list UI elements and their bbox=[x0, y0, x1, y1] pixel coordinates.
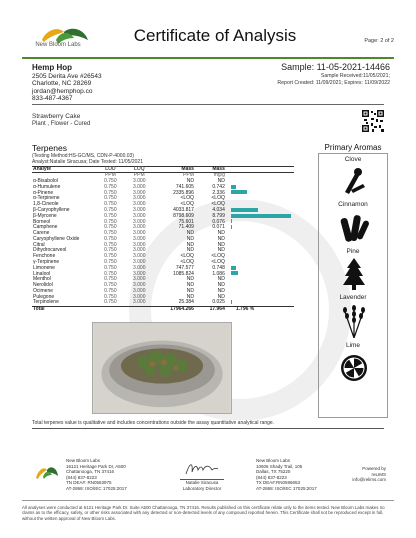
lab2-addr1: 10606 Shady Trail, 105 bbox=[256, 463, 303, 469]
analyte-name: Carene bbox=[33, 230, 50, 237]
loq-value: 3.000 bbox=[132, 230, 146, 237]
mass-mg-value: 0.742 bbox=[212, 183, 225, 190]
analyte-name: Menthol bbox=[33, 276, 51, 283]
mass-ppm-value: 75.601 bbox=[178, 218, 194, 225]
mass-mg-value: 0.071 bbox=[212, 224, 225, 231]
lod-value: 0.750 bbox=[104, 282, 117, 289]
analyte-name: γ-Terpinene bbox=[33, 259, 60, 265]
loq-value: 3.000 bbox=[132, 276, 146, 283]
mass-mg-value: ND bbox=[217, 247, 225, 254]
disclaimer: All analyses were conducted at 6121 Heritage Park Dr. Suite A500 Chattanooga, TN 37416. Results published on this certificate relate only to the items tested. New Bloom Labs makes no claims as to the efficacy, safety, or other risks associated with any detected or non-detected levels of any compound reported herein. This Certificate shall not be reproduced except in full, without the written approval of New Bloom Labs. bbox=[22, 505, 385, 521]
analyte-name: Limonene bbox=[33, 264, 55, 271]
footer-lab1 bbox=[66, 458, 127, 492]
lod-value: 0.750 bbox=[104, 235, 117, 242]
lab2-dea: TX DEA#:RN0596653 bbox=[256, 480, 301, 486]
lab2-iso: AT-2868: ISO/IEC 17025:2017 bbox=[256, 485, 317, 491]
unit-lod: PPM bbox=[104, 172, 116, 179]
mass-ppm-value: ND bbox=[186, 282, 194, 289]
mass-mg-value: ND bbox=[217, 276, 225, 283]
analyst-line: Analyst:Natalie Siracusa; Date Tested: 11/05/2021 bbox=[32, 159, 143, 165]
lod-value: 0.750 bbox=[104, 276, 117, 283]
total-label: Total bbox=[32, 307, 96, 313]
mass-bar bbox=[231, 219, 232, 223]
sample-received: Sample Received:11/05/2021; bbox=[320, 72, 390, 79]
loq-value: 3.000 bbox=[132, 189, 146, 196]
mass-ppm-value: ND bbox=[186, 241, 194, 248]
mass-mg-value: 0.025 bbox=[212, 299, 225, 306]
mass-ppm-value: ND bbox=[186, 235, 194, 242]
mass-mg-value: ND bbox=[217, 178, 225, 185]
total-ppm: 17964.266 bbox=[154, 307, 195, 313]
footer-lab2 bbox=[256, 458, 317, 492]
page-number: Page: 2 of 2 bbox=[364, 38, 394, 44]
client-address1: 2505 Derita Ave #26543 bbox=[32, 73, 102, 81]
analyte-name: Linalool bbox=[33, 270, 51, 277]
lod-value: 0.750 bbox=[104, 247, 117, 254]
lod-value: 0.750 bbox=[104, 241, 117, 248]
lab1-iso: AT-2868: ISO/IEC 17025:2017 bbox=[66, 485, 127, 491]
client-name: Hemp Hop bbox=[32, 63, 72, 72]
mass-mg-value: 2.336 bbox=[212, 189, 225, 196]
lab1-phone: (844) 837-8223 bbox=[66, 474, 97, 480]
client-address2: Charlotte, NC 28269 bbox=[32, 80, 92, 88]
mass-bar bbox=[231, 190, 247, 194]
loq-value: 3.000 bbox=[132, 241, 146, 248]
lab1-name: New Bloom Labs bbox=[66, 458, 101, 463]
mass-bar bbox=[231, 266, 236, 270]
signer bbox=[176, 480, 228, 491]
aroma-lavender-label: Lavender bbox=[339, 294, 367, 301]
analyte-name: Fenchone bbox=[33, 253, 56, 260]
mass-ppm-value: 741.605 bbox=[175, 183, 194, 190]
section-rule bbox=[32, 104, 384, 105]
loq-value: 3.000 bbox=[132, 247, 146, 254]
lod-value: 0.750 bbox=[104, 189, 117, 196]
mass-ppm-value: <LOQ bbox=[180, 259, 194, 265]
client-info bbox=[32, 64, 102, 102]
mass-mg-value: <LOQ bbox=[211, 259, 225, 265]
lod-value: 0.750 bbox=[104, 218, 117, 225]
mass-ppm-value: 25.384 bbox=[178, 299, 194, 306]
lod-value: 0.750 bbox=[104, 259, 117, 265]
lab2-name: New Bloom Labs bbox=[256, 458, 291, 463]
analyte-name: β-Caryophyllene bbox=[33, 206, 70, 213]
loq-value: 3.000 bbox=[132, 212, 146, 219]
mass-mg-value: <LOQ bbox=[211, 195, 225, 202]
lod-value: 0.750 bbox=[104, 224, 117, 231]
document-title: Certificate of Analysis bbox=[133, 26, 297, 45]
mass-ppm-value: <LOQ bbox=[180, 195, 194, 202]
lime-icon bbox=[339, 353, 369, 383]
cinnamon-icon bbox=[339, 212, 369, 244]
mass-ppm-value: 1085.824 bbox=[173, 270, 194, 277]
analyte-name: Caryophyllene Oxide bbox=[33, 235, 80, 242]
loq-value: 3.000 bbox=[132, 259, 146, 265]
analyte-name: Pulegone bbox=[33, 293, 55, 300]
mass-ppm-value: ND bbox=[186, 293, 194, 300]
lavender-icon bbox=[339, 304, 369, 338]
mass-ppm-value: <LOQ bbox=[180, 201, 194, 208]
lod-value: 0.750 bbox=[104, 183, 117, 190]
analyte-name: 1,8-Cineole bbox=[33, 201, 59, 208]
product-type: Plant , Flower - Cured bbox=[32, 120, 91, 127]
analyte-name: Citral bbox=[33, 241, 45, 248]
mass-mg-value: 1.086 bbox=[212, 270, 225, 277]
aromas-panel bbox=[318, 153, 388, 418]
lod-value: 0.750 bbox=[104, 270, 117, 277]
qr-code-icon bbox=[362, 110, 384, 132]
footer-logo bbox=[32, 462, 62, 484]
header-rule bbox=[22, 57, 394, 59]
mass-mg-value: ND bbox=[217, 282, 225, 289]
total-mg: 17.964 bbox=[195, 307, 226, 313]
col-loq: LOQ bbox=[125, 167, 154, 173]
powered-by bbox=[352, 466, 386, 483]
mass-bar bbox=[231, 208, 259, 212]
analyte-name: Nerolidol bbox=[33, 282, 53, 289]
lod-value: 0.750 bbox=[104, 212, 117, 219]
mass-mg-value: 4.034 bbox=[212, 206, 225, 213]
table-total-row bbox=[32, 307, 294, 313]
client-email: jordan@hemphop.co bbox=[32, 87, 93, 95]
terpenes-table bbox=[32, 166, 294, 313]
unit-ppm: PPM bbox=[183, 172, 194, 179]
mass-mg-value: ND bbox=[217, 235, 225, 242]
analyte-name: Dihydrocarveol bbox=[33, 247, 67, 254]
col-analyte: Analyte bbox=[32, 167, 96, 173]
signer-title: Laboratory Director bbox=[182, 485, 222, 491]
analyte-name: α-Terpinene bbox=[33, 195, 60, 202]
total-empty bbox=[125, 307, 154, 313]
logo-text: New Bloom Labs bbox=[35, 42, 81, 48]
loq-value: 3.000 bbox=[132, 201, 146, 208]
mass-ppm-value: 71.409 bbox=[178, 224, 194, 231]
lab1-addr1: 16121 Heritage Park Dr, A500 bbox=[66, 463, 126, 469]
sample-id: Sample: 11-05-2021-14466 bbox=[281, 62, 390, 72]
lod-value: 0.750 bbox=[104, 264, 117, 271]
product-info bbox=[32, 113, 90, 128]
lab1-dea: TN DEA#: RN0563975 bbox=[66, 480, 112, 486]
mass-ppm-value: 4033.817 bbox=[173, 206, 194, 213]
terpenes-title: Terpenes bbox=[32, 143, 67, 153]
lab2-addr2: Dallas, TX 75220 bbox=[256, 469, 291, 475]
powered-email[interactable]: info@relims.com bbox=[352, 477, 386, 483]
loq-value: 3.000 bbox=[132, 293, 146, 300]
analyte-name: α-Pinene bbox=[33, 189, 54, 196]
sample-info bbox=[277, 64, 390, 86]
analyte-name: Borneol bbox=[33, 218, 51, 225]
lab2-phone: (844) 837-8223 bbox=[256, 474, 287, 480]
report-dates: Report Created: 11/09/2021; Expires: 11/09/2022 bbox=[277, 79, 390, 86]
analyte-name: Terpinolene bbox=[33, 299, 59, 306]
loq-value: 3.000 bbox=[132, 224, 146, 231]
analyte-name: α-Humulene bbox=[33, 183, 61, 190]
loq-value: 3.000 bbox=[132, 218, 146, 225]
lod-value: 0.750 bbox=[104, 253, 117, 260]
lod-value: 0.750 bbox=[104, 201, 117, 208]
mass-mg-value: <LOQ bbox=[211, 201, 225, 208]
mass-bar bbox=[231, 271, 238, 275]
mass-ppm-value: 747.577 bbox=[175, 264, 194, 271]
mass-ppm-value: ND bbox=[186, 230, 194, 237]
mass-mg-value: 8.799 bbox=[212, 212, 225, 219]
terpenes-note: Total terpenes value is qualitative and includes concentrations outside the assay quantitative analytical range. bbox=[32, 420, 275, 426]
product-name: Strawberry Cake bbox=[32, 113, 81, 120]
loq-value: 3.000 bbox=[132, 195, 146, 202]
mass-ppm-value: ND bbox=[186, 178, 194, 185]
mass-ppm-value: ND bbox=[186, 247, 194, 254]
sample-photo bbox=[92, 322, 232, 414]
mass-mg-value: ND bbox=[217, 287, 225, 294]
col-mass-mg: Mass bbox=[195, 167, 226, 173]
footer-rule bbox=[32, 428, 384, 429]
lod-value: 0.750 bbox=[104, 287, 117, 294]
aroma-pine-label: Pine bbox=[346, 248, 360, 255]
signature-image bbox=[184, 460, 220, 478]
clove-icon bbox=[341, 166, 367, 196]
mass-ppm-value: 2335.896 bbox=[173, 189, 194, 196]
lod-value: 0.750 bbox=[104, 293, 117, 300]
lod-value: 0.750 bbox=[104, 195, 117, 202]
unit-mg: mg/g bbox=[213, 172, 225, 179]
signer-name: Natalie Siracusa bbox=[185, 480, 219, 485]
loq-value: 3.000 bbox=[132, 253, 146, 260]
terpenes-meta bbox=[32, 153, 143, 165]
aroma-clove-label: Clove bbox=[344, 156, 362, 163]
mass-bar bbox=[231, 214, 291, 218]
mass-mg-value: 0.076 bbox=[212, 218, 225, 225]
lab1-addr2: Chattanooga, TN 37416 bbox=[66, 469, 114, 475]
loq-value: 3.000 bbox=[132, 264, 146, 271]
analyte-name: Ocimene bbox=[33, 287, 54, 294]
powered-line1: Powered by bbox=[362, 466, 386, 471]
unit-loq: PPM bbox=[133, 172, 145, 179]
total-empty bbox=[96, 307, 125, 313]
col-mass-ppm: Mass bbox=[154, 167, 195, 173]
lod-value: 0.750 bbox=[104, 206, 117, 213]
testing-method: (Testing Method:HS-GC/MS, CDN-P-4000.03) bbox=[32, 153, 134, 159]
col-lod: LOD bbox=[96, 167, 125, 173]
powered-line2: reLIMS bbox=[371, 471, 386, 477]
new-bloom-labs-logo bbox=[22, 22, 112, 56]
aroma-cinnamon-label: Cinnamon bbox=[338, 201, 368, 208]
mass-bar bbox=[231, 185, 236, 189]
analyte-name: α-Bisabolol bbox=[33, 178, 58, 185]
loq-value: 3.000 bbox=[132, 270, 146, 277]
aromas-title: Primary Aromas bbox=[324, 143, 382, 152]
mass-ppm-value: ND bbox=[186, 287, 194, 294]
pine-tree-icon bbox=[343, 258, 365, 290]
total-percent: 1.796 % bbox=[226, 307, 294, 313]
loq-value: 3.000 bbox=[132, 282, 146, 289]
loq-value: 3.000 bbox=[132, 235, 146, 242]
mass-mg-value: ND bbox=[217, 293, 225, 300]
mass-mg-value: <LOQ bbox=[211, 253, 225, 260]
mass-mg-value: ND bbox=[217, 230, 225, 237]
analyte-name: β-Myrcene bbox=[33, 212, 57, 219]
aroma-lime-label: Lime bbox=[345, 342, 361, 349]
lod-value: 0.750 bbox=[104, 299, 117, 306]
loq-value: 3.000 bbox=[132, 299, 146, 306]
analyte-name: Camphene bbox=[33, 224, 58, 231]
mass-ppm-value: <LOQ bbox=[180, 253, 194, 260]
lod-value: 0.750 bbox=[104, 178, 117, 185]
loq-value: 3.000 bbox=[132, 287, 146, 294]
mass-mg-value: ND bbox=[217, 241, 225, 248]
mass-ppm-value: 8798.609 bbox=[173, 212, 194, 219]
loq-value: 3.000 bbox=[132, 178, 146, 185]
client-phone: 833-487-4367 bbox=[32, 94, 73, 102]
loq-value: 3.000 bbox=[132, 206, 146, 213]
disclaimer-rule bbox=[22, 500, 394, 501]
lod-value: 0.750 bbox=[104, 230, 117, 237]
mass-mg-value: 0.748 bbox=[212, 264, 225, 271]
loq-value: 3.000 bbox=[132, 183, 146, 190]
mass-ppm-value: ND bbox=[186, 276, 194, 283]
